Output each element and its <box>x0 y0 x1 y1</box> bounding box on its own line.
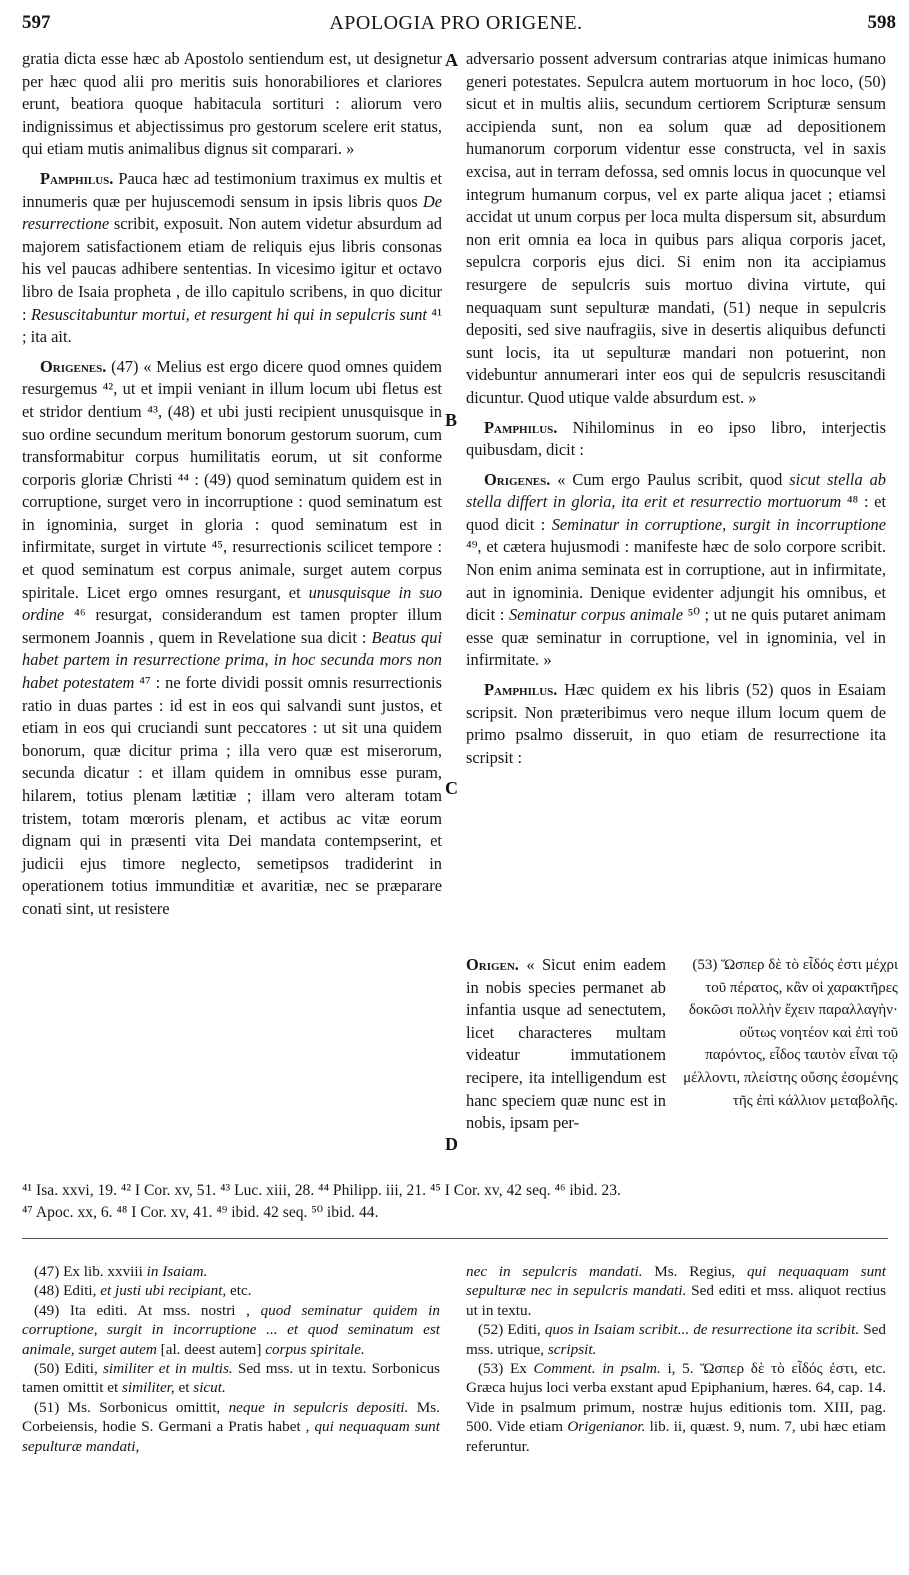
footnote: (50) Editi, similiter et in multis. Sed mss. ut in textu. Sorbonicus tamen omittit et similiter, et sicut. <box>22 1360 440 1397</box>
paragraph: gratia dicta esse hæc ab Apostolo sentiendum est, ut designetur per hæc quod alii pro meritis suis honorabiliores et clariores erunt, beatiora quoque habitacula sortituri : aliorum vero indignissimus et abjectissimus pro gestorum scelere erit status, qui etiam mutis animalibus dignus sit comparari. » <box>22 49 442 159</box>
reference-line: ⁴¹ Isa. xxvi, 19. ⁴² I Cor. xv, 51. ⁴³ Luc. xiii, 28. ⁴⁴ Philipp. iii, 21. ⁴⁵ I Cor. xv, 42 seq. ⁴⁶ ibid. 23. <box>22 1182 621 1199</box>
divider <box>22 1238 888 1239</box>
left-column <box>22 48 442 1178</box>
footnotes-left <box>22 1262 440 1456</box>
reference-line: ⁴⁷ Apoc. xx, 6. ⁴⁸ I Cor. xv, 41. ⁴⁹ ibid. 42 seq. ⁵⁰ ibid. 44. <box>22 1204 379 1221</box>
right-column <box>466 48 887 767</box>
margin-letter-a: A <box>445 50 458 70</box>
footnote: (52) Editi, quos in Isaiam scribit... de resurrectione ita scribit. Sed mss. utrique, scripsit. <box>466 1321 887 1358</box>
bilingual-section <box>466 954 896 1179</box>
speaker-label: Pamphilus. <box>40 168 114 188</box>
speaker-label: Pamphilus. <box>484 680 558 700</box>
running-title: APOLOGIA PRO ORIGENE. <box>329 12 583 34</box>
greek-text: (53) Ὥσπερ δὲ τὸ εἶδός ἐστι μέχρι τοῦ πέρατος, κἂν οἱ χαρακτῆρες δοκῶσι πολλὴν ἔχειν παραλλαγὴν· οὕτως νοητέον καὶ ἐπὶ τοῦ παρόντος, εἶδος ταυτὸν εἶναι τῷ μέλλοντι, πλείστης οὔσης ἐσομένης τῆς ἐπὶ κάλλιον μεταβολῆς. <box>683 957 898 1109</box>
footnote: (53) Ex Comment. in psalm. i, 5. Ὥσπερ δὲ τὸ εἶδός ἐστι, etc. Græca hujus loci verba exstant apud Epiphanium, hæres. 64, cap. 14. Vide in psalmum primum, nostræ hujus editionis tom. XIII, pag. 500. Vide etiam Origenianor. lib. ii, quæst. 9, num. 7, ubi hæc etiam referuntur. <box>466 1360 886 1455</box>
speaker-label: Origenes. <box>484 469 551 489</box>
latin-text: Origen. « Sicut enim eadem in nobis species permanet ab infantia usque ad senectutem, licet characteres multam videatur immutationem recipere, ita intelligendum est hanc speciem quæ nunc est in nobis, ipsam per- <box>466 955 666 1133</box>
speaker-label: Pamphilus. <box>484 417 558 437</box>
paragraph: adversario possent adversum contrarias atque inimicas humano generi potestates. Sepulcra autem mortuorum in hoc loco, (50) sicut et in multis aliis, secundum certiorem Scripturæ sensum accipienda sunt, non ea solum quæ ad depositionem humanorum corporum videntur esse constructa, vel in saxis excisa, aut in terram defossa, sed omnis locus in quocunque vel integrum humanum corpus, vel ex parte aliqua jacet ; etiamsi accidat ut unum corpus per loca multa dispersum sit, absurdum non erit omnia ea loca in quibus pars aliqua corporis jacet, sepulcra corporis ejus dici. Si enim non ita accipiamus resurgere de sepulcris suis mortuo divina virtute, qui nequaquam sunt sepulturæ mandati, (51) neque in sepulcris depositi, sed sive naufragiis, sive in desertis aliquibus defuncti sunt locis, ita ut sepulturæ mandari non potuerint, non videbuntur annumerari inter eos qui de sepulcris resuscitandi dicuntur. Quod utique valde absurdum est. » <box>466 49 886 407</box>
paragraph: Pamphilus. Nihilominus in eo ipso libro, interjectis quibusdam, dicit : <box>466 417 886 460</box>
margin-letter-b: B <box>445 410 458 430</box>
speaker-label: Origen. <box>466 955 519 974</box>
page-number-right: 598 <box>867 12 896 33</box>
scripture-references <box>22 1180 892 1224</box>
footnotes-right <box>466 1262 886 1456</box>
page-number-left: 597 <box>22 12 51 33</box>
paragraph: Origenes. « Cum ergo Paulus scribit, quod sicut stella ab stella differt in gloria, ita erit et resurrectio mortuorum ⁴⁸ : et quod dicit : Seminatur in corruptione, surgit in incorruptione ⁴⁹, et cætera hujusmodi : manifeste hæc de solo corpore scribit. Non enim anima seminata est in corruptione, aut in infirmitate, aut in ignominia. Denique evidenter adjungit his omnibus, et dicit : Seminatur corpus animale ⁵⁰ ; ut ne quis putaret animam esse quæ seminatur in corruptione, vel in ignominia, vel in infirmitate. » <box>466 469 887 670</box>
footnote-continuation: nec in sepulcris mandati. Ms. Regius, qui nequaquam sunt sepulturæ nec in sepulcris mandati. Sed editi et mss. aliquot rectius ut in textu. <box>466 1263 886 1319</box>
margin-letter-d: D <box>445 1134 458 1154</box>
footnote: (49) Ita editi. At mss. nostri , quod seminatur quidem in corruptione, surgit in incorruptione ... et quod seminatum est animale, surget autem [al. deest autem] corpus spiritale. <box>22 1301 440 1358</box>
paragraph: Pamphilus. Hæc quidem ex his libris (52) quos in Esaiam scripsit. Non præteribimus vero neque illum locum quem de primo psalmo disseruit, in quo etiam de resurrectione ita scripsit : <box>466 680 886 767</box>
footnote: (51) Ms. Sorbonicus omittit, neque in sepulcris depositi. Ms. Corbeiensis, hodie S. Germani a Pratis habet , qui nequaquam sunt sepulturæ mandati, <box>22 1398 440 1455</box>
page-header <box>16 8 896 36</box>
speaker-label: Origenes. <box>40 356 107 376</box>
footnote: (48) Editi, et justi ubi recipiant, etc. <box>34 1282 252 1300</box>
footnote: (47) Ex lib. xxviii in Isaiam. <box>34 1263 208 1280</box>
paragraph: Pamphilus. Pauca hæc ad testimonium traximus ex multis et innumeris quæ per hujuscemodi sensum in ipsis libris quos De resurrectione scribit, exposuit. Non autem videtur absurdum ad majorem satisfactionem etiam de reliquis ejus libris consonas his vel paucas adhibere sententias. In vicesimo igitur et octavo libro de Isaia propheta , de illo capitulo scribens, in quo dicitur : Resuscitabuntur mortui, et resurgent hi qui in sepulcris sunt ⁴¹ ; ita ait. <box>22 168 443 347</box>
margin-letter-c: C <box>445 778 458 798</box>
paragraph: Origenes. (47) « Melius est ergo dicere quod omnes quidem resurgemus ⁴², ut et impii veniant in illum locum ubi fletus est et stridor dentium ⁴³, (48) et ubi justi recipient unusquisque in suo ordine secundum meritum bonorum gestorum suorum, cum transformabitur corpus humilitatis eorum, ut sit conforme corporis gloriæ Christi ⁴⁴ : (49) quod seminatum quidem est in corruptione, surget vero in incorruptione : quod seminatum est in ignominia, surget in gloria : quod seminatum est in infirmitate, surget in virtute ⁴⁵, resurrectionis scilicet tempore : et quod seminatum est corpus animale, surget autem corpus spiritale. Licet ergo omnes resurgant, et unusquisque in suo ordine ⁴⁶ resurgat, considerandum est tamen propter illum sermonem Joannis , quem in Revelatione sua dicit : Beatus qui habet partem in resurrectione prima, in hoc secunda mors non habet potestatem ⁴⁷ : ne forte dividi possit omnis resurrectionis ratio in duas partes : id est in eos qui salvandi sunt justos, et etiam in eos qui cruciandi sunt peccatores : ut sit una quidem bonorum, quæ dicitur prima ; illa vero quæ est miserorum, secunda dicatur : et illam quidem in omnibus esse puram, hilarem, totius plenam lætitiæ ; illam vero alteram totam tristem, totam mœroris plenam, et actibus ac vitæ eorum dignam qui in præsenti vita Dei mandata contempserint, et judicii ejus timore neglecto, semetipsos tradiderint in operationem totius immunditiæ et avaritiæ, nec se præparare conati sint, ut resistere <box>22 356 442 918</box>
